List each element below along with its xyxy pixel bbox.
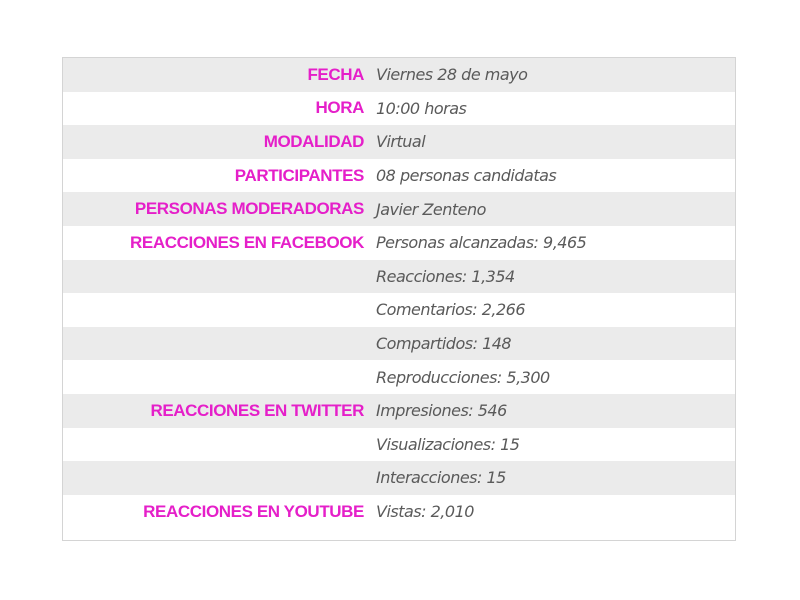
table-row-moderadoras (63, 192, 735, 226)
row-label: REACCIONES EN YOUTUBE (143, 501, 364, 521)
table-row-modalidad (63, 125, 735, 159)
table-row-facebook-comentarios (63, 293, 735, 327)
row-value: Virtual (376, 132, 426, 152)
row-value: Javier Zenteno (376, 199, 486, 219)
table-row-participantes (63, 159, 735, 193)
row-value: Compartidos: 148 (376, 334, 512, 354)
table-row-twitter-impresiones (63, 394, 735, 428)
table-row-facebook-reacciones (63, 260, 735, 294)
row-label: FECHA (307, 64, 364, 84)
row-label: MODALIDAD (263, 131, 364, 151)
row-value: Personas alcanzadas: 9,465 (376, 233, 587, 253)
table-row-youtube-vistas (63, 495, 735, 529)
table-row-hora (63, 92, 735, 126)
row-value: Comentarios: 2,266 (376, 300, 526, 320)
row-value: 10:00 horas (376, 98, 467, 118)
table-row-facebook-reproducciones (63, 360, 735, 394)
table-row-twitter-interacciones (63, 461, 735, 495)
row-label: REACCIONES EN FACEBOOK (130, 232, 364, 252)
row-label: REACCIONES EN TWITTER (150, 400, 364, 420)
row-value: 08 personas candidatas (376, 166, 557, 186)
row-value: Interacciones: 15 (376, 468, 506, 488)
row-label: PARTICIPANTES (234, 165, 364, 185)
row-value: Viernes 28 de mayo (376, 65, 528, 85)
row-value: Reproducciones: 5,300 (376, 367, 550, 387)
row-label: PERSONAS MODERADORAS (134, 199, 364, 219)
table-row-facebook-alcance (63, 226, 735, 260)
table-row-facebook-compartidos (63, 327, 735, 361)
row-value: Vistas: 2,010 (376, 502, 474, 522)
row-value: Impresiones: 546 (376, 401, 507, 421)
table-row-fecha (63, 58, 735, 92)
row-value: Reacciones: 1,354 (376, 266, 515, 286)
row-label: HORA (315, 98, 364, 118)
row-value: Visualizaciones: 15 (376, 434, 520, 454)
info-table (62, 57, 736, 541)
table-row-twitter-visualizaciones (63, 428, 735, 462)
